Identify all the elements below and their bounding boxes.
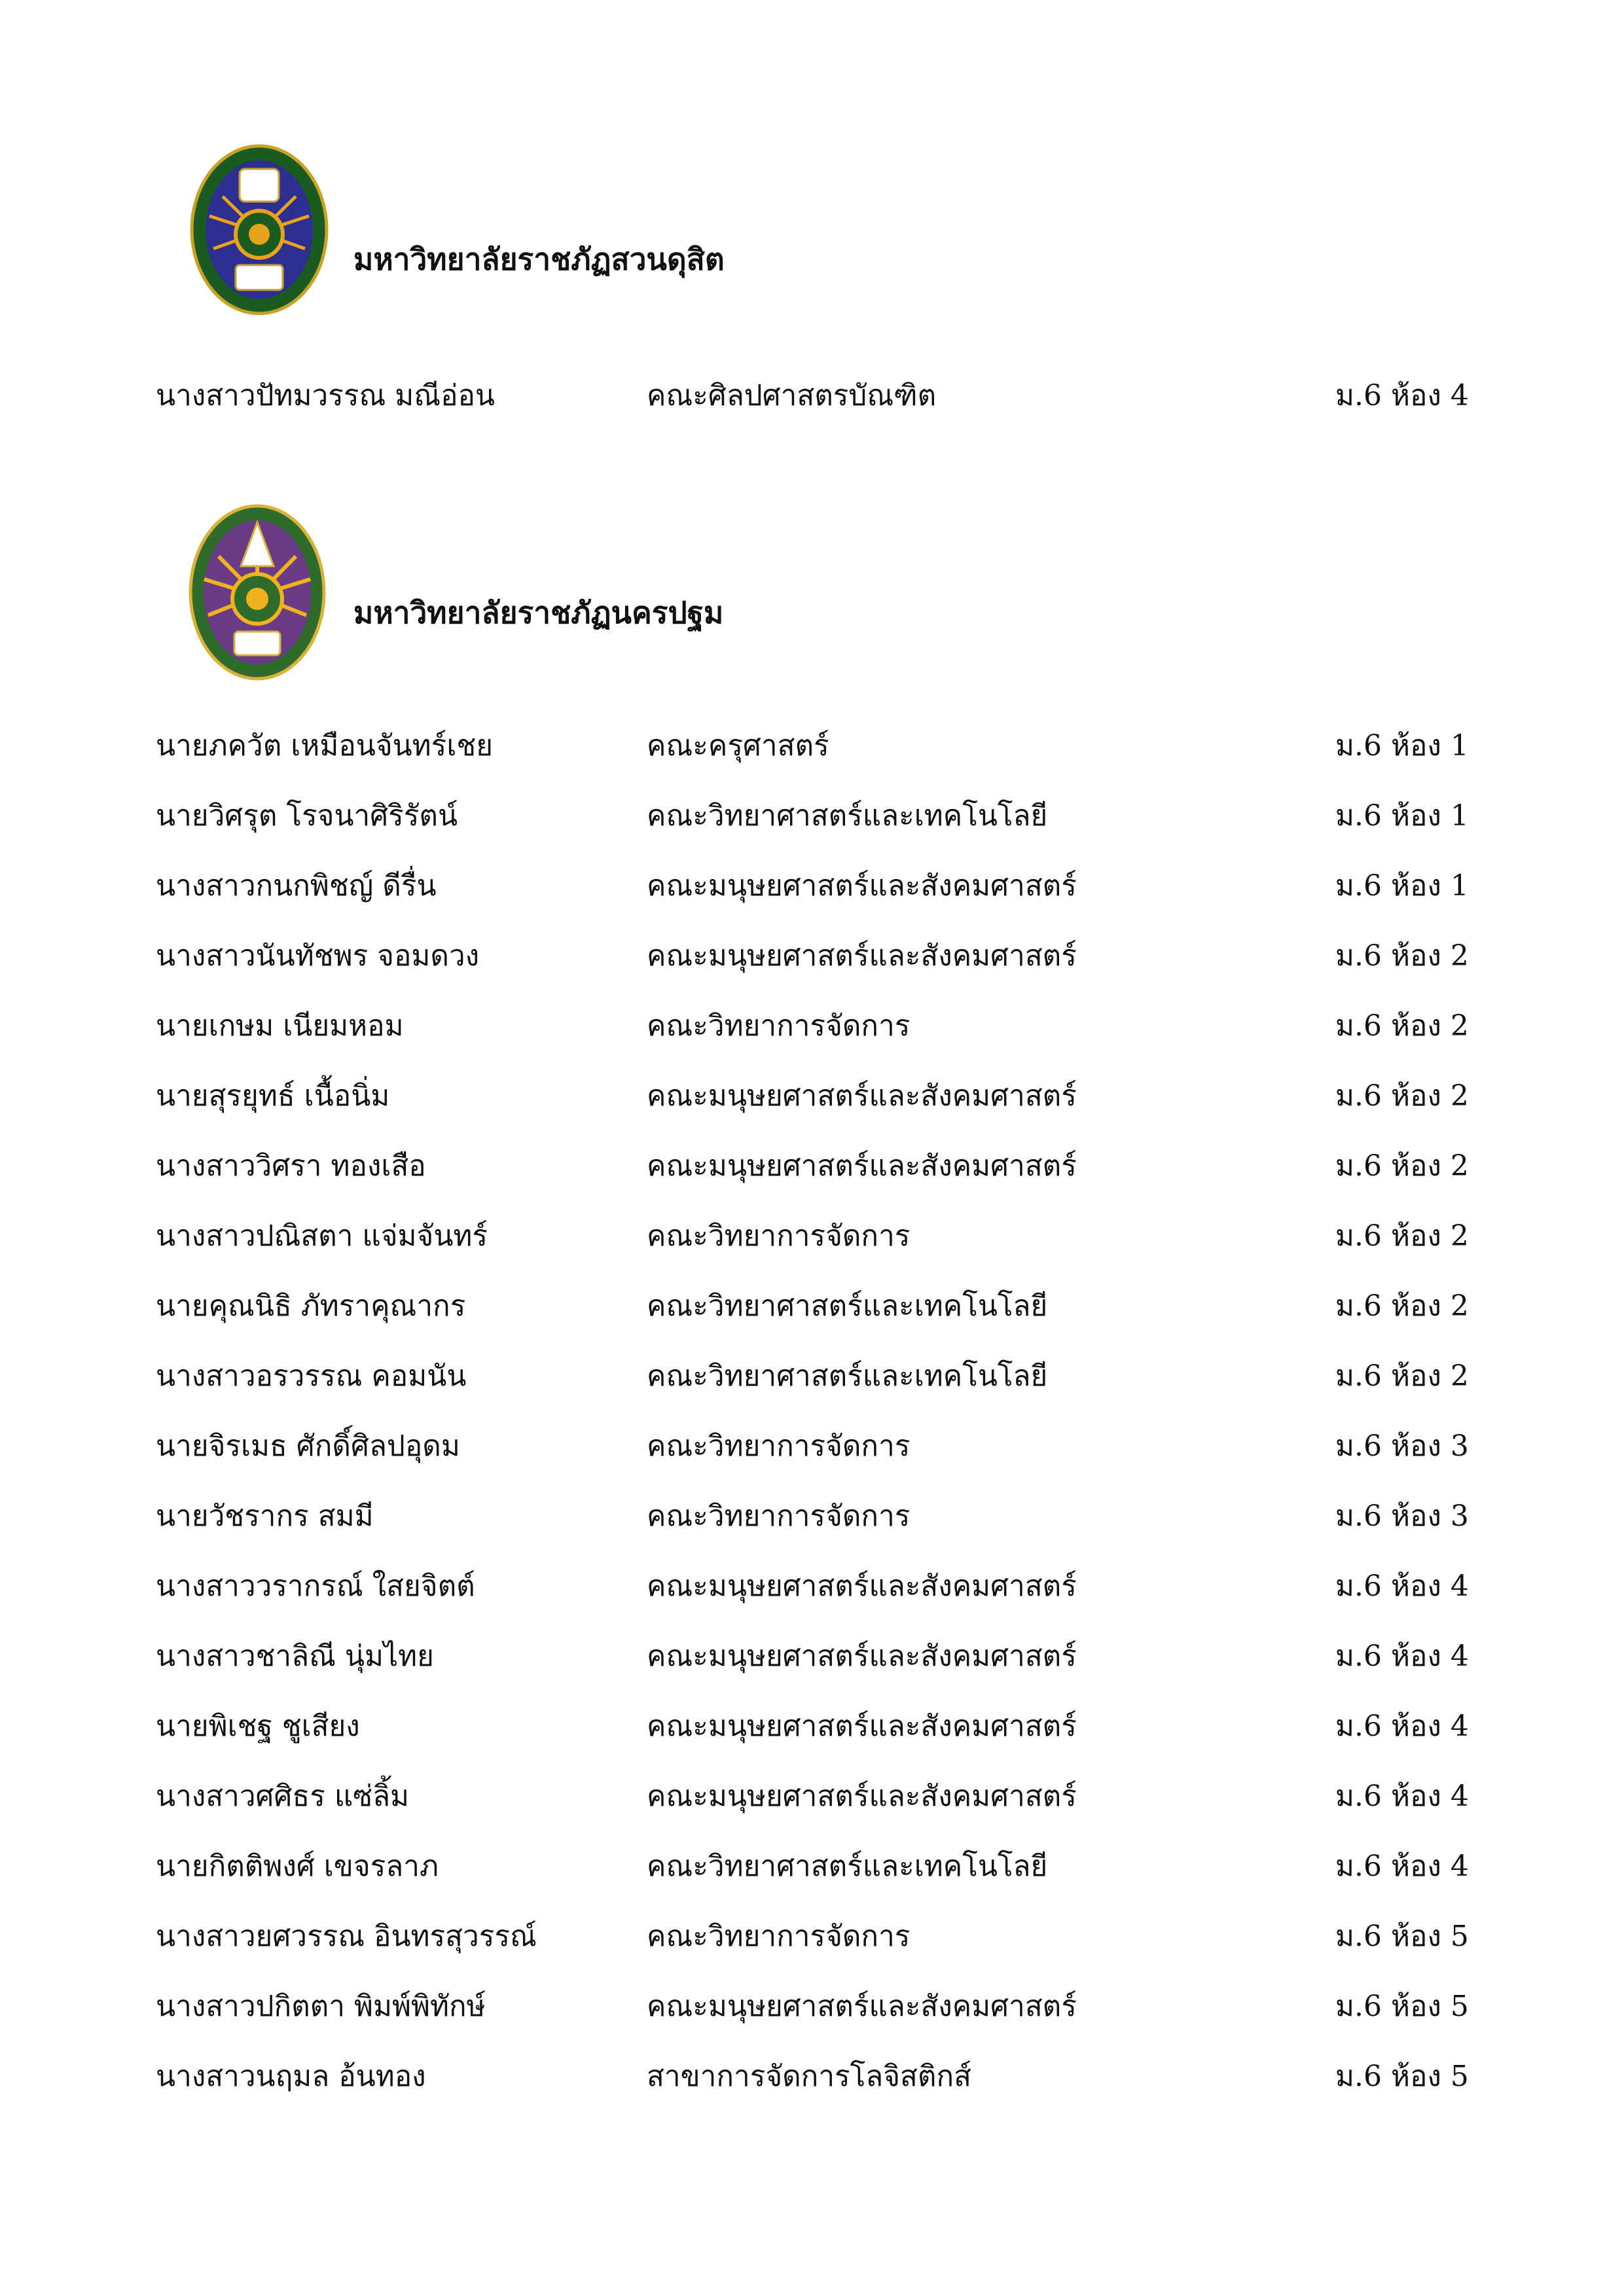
student-row bbox=[0, 937, 1624, 1007]
student-name: นายวิศรุต โรจนาศิริรัตน์ bbox=[156, 799, 458, 833]
faculty-name: คณะศิลปศาสตรบัณฑิต bbox=[647, 379, 937, 412]
suan-dusit-university-seal-icon bbox=[190, 144, 329, 315]
student-row bbox=[0, 1427, 1624, 1497]
student-name: นางสาวปัทมวรรณ มณีอ่อน bbox=[156, 379, 496, 412]
classroom: ม.6 ห้อง 2 bbox=[1335, 1289, 1469, 1323]
student-row bbox=[0, 797, 1624, 867]
faculty-name: คณะมนุษยศาสตร์และสังคมศาสตร์ bbox=[647, 1079, 1077, 1113]
faculty-name: คณะมนุษยศาสตร์และสังคมศาสตร์ bbox=[647, 869, 1077, 903]
student-name: นางสาวศศิธร แซ่ลิ้ม bbox=[156, 1780, 410, 1813]
student-name: นางสาวกนกพิชญ์ ดีรื่น bbox=[156, 869, 437, 903]
nakhon-pathom-university-seal-icon bbox=[189, 504, 326, 681]
student-name: นางสาวนันทัชพร จอมดวง bbox=[156, 939, 480, 973]
student-row bbox=[0, 1987, 1624, 2057]
faculty-name: คณะมนุษยศาสตร์และสังคมศาสตร์ bbox=[647, 1710, 1077, 1743]
classroom: ม.6 ห้อง 2 bbox=[1335, 939, 1469, 973]
classroom: ม.6 ห้อง 5 bbox=[1335, 1990, 1469, 2023]
student-name: นางสาวนฤมล อ้นทอง bbox=[156, 2060, 426, 2093]
student-row bbox=[0, 726, 1624, 797]
faculty-name: คณะวิทยาศาสตร์และเทคโนโลยี bbox=[647, 1850, 1048, 1883]
university-header bbox=[0, 144, 1624, 327]
student-name: นางสาววรากรณ์ ใสยจิตต์ bbox=[156, 1570, 475, 1603]
classroom: ม.6 ห้อง 4 bbox=[1335, 1850, 1469, 1883]
student-row bbox=[0, 1497, 1624, 1567]
classroom: ม.6 ห้อง 4 bbox=[1335, 1640, 1469, 1673]
student-name: นางสาววิศรา ทองเสือ bbox=[156, 1149, 426, 1183]
student-row bbox=[0, 1357, 1624, 1427]
classroom: ม.6 ห้อง 2 bbox=[1335, 1079, 1469, 1113]
classroom: ม.6 ห้อง 4 bbox=[1335, 1710, 1469, 1743]
student-name: นายภควัต เหมือนจันทร์เชย bbox=[156, 729, 494, 762]
classroom: ม.6 ห้อง 2 bbox=[1335, 1149, 1469, 1183]
student-row bbox=[0, 1567, 1624, 1637]
faculty-name: คณะวิทยาศาสตร์และเทคโนโลยี bbox=[647, 1359, 1048, 1393]
classroom: ม.6 ห้อง 1 bbox=[1335, 729, 1469, 762]
faculty-name: คณะวิทยาการจัดการ bbox=[647, 1499, 911, 1533]
classroom: ม.6 ห้อง 2 bbox=[1335, 1009, 1469, 1043]
student-name: นายจิรเมธ ศักดิ์ศิลปอุดม bbox=[156, 1429, 460, 1463]
student-name: นางสาวชาลิณี นุ่มไทย bbox=[156, 1640, 434, 1673]
student-name: นางสาวยศวรรณ อินทรสุวรรณ์ bbox=[156, 1920, 537, 1953]
student-row bbox=[0, 1707, 1624, 1777]
student-row bbox=[0, 376, 1624, 446]
student-name: นางสาวปณิสตา แจ่มจันทร์ bbox=[156, 1219, 488, 1253]
student-row bbox=[0, 1777, 1624, 1847]
student-name: นายสุรยุทธ์ เนื้อนิ่ม bbox=[156, 1079, 390, 1113]
classroom: ม.6 ห้อง 5 bbox=[1335, 1920, 1469, 1953]
university-name: มหาวิทยาลัยราชภัฏนครปฐม bbox=[353, 595, 724, 630]
faculty-name: คณะวิทยาการจัดการ bbox=[647, 1920, 911, 1953]
classroom: ม.6 ห้อง 2 bbox=[1335, 1359, 1469, 1393]
university-header bbox=[0, 504, 1624, 687]
faculty-name: คณะวิทยาการจัดการ bbox=[647, 1219, 911, 1253]
classroom: ม.6 ห้อง 4 bbox=[1335, 1570, 1469, 1603]
faculty-name: คณะมนุษยศาสตร์และสังคมศาสตร์ bbox=[647, 1640, 1077, 1673]
student-name: นางสาวปกิตตา พิมพ์พิทักษ์ bbox=[156, 1990, 486, 2023]
faculty-name: สาขาการจัดการโลจิสติกส์ bbox=[647, 2060, 971, 2093]
classroom: ม.6 ห้อง 3 bbox=[1335, 1429, 1469, 1463]
classroom: ม.6 ห้อง 3 bbox=[1335, 1499, 1469, 1533]
student-name: นายกิตติพงศ์ เขจรลาภ bbox=[156, 1850, 439, 1883]
student-name: นางสาวอรวรรณ คอมนัน bbox=[156, 1359, 467, 1393]
faculty-name: คณะมนุษยศาสตร์และสังคมศาสตร์ bbox=[647, 1149, 1077, 1183]
faculty-name: คณะมนุษยศาสตร์และสังคมศาสตร์ bbox=[647, 1570, 1077, 1603]
student-row bbox=[0, 1637, 1624, 1707]
classroom: ม.6 ห้อง 1 bbox=[1335, 799, 1469, 833]
faculty-name: คณะวิทยาศาสตร์และเทคโนโลยี bbox=[647, 799, 1048, 833]
student-row bbox=[0, 867, 1624, 937]
faculty-name: คณะวิทยาศาสตร์และเทคโนโลยี bbox=[647, 1289, 1048, 1323]
faculty-name: คณะมนุษยศาสตร์และสังคมศาสตร์ bbox=[647, 1990, 1077, 2023]
student-row bbox=[0, 1847, 1624, 1917]
classroom: ม.6 ห้อง 1 bbox=[1335, 869, 1469, 903]
student-name: นายเกษม เนียมหอม bbox=[156, 1009, 404, 1043]
faculty-name: คณะมนุษยศาสตร์และสังคมศาสตร์ bbox=[647, 939, 1077, 973]
faculty-name: คณะวิทยาการจัดการ bbox=[647, 1009, 911, 1043]
student-row bbox=[0, 1077, 1624, 1147]
student-row bbox=[0, 1917, 1624, 1987]
faculty-name: คณะครุศาสตร์ bbox=[647, 729, 829, 762]
student-row bbox=[0, 1147, 1624, 1217]
student-row bbox=[0, 2057, 1624, 2127]
student-list bbox=[0, 376, 1624, 446]
classroom: ม.6 ห้อง 5 bbox=[1335, 2060, 1469, 2093]
faculty-name: คณะวิทยาการจัดการ bbox=[647, 1429, 911, 1463]
student-name: นายพิเชฐ ชูเสียง bbox=[156, 1710, 360, 1743]
student-name: นายคุณนิธิ ภัทราคุณากร bbox=[156, 1289, 466, 1323]
student-name: นายวัชรากร สมมี bbox=[156, 1499, 374, 1533]
university-name: มหาวิทยาลัยราชภัฏสวนดุสิต bbox=[353, 242, 725, 277]
classroom: ม.6 ห้อง 4 bbox=[1335, 1780, 1469, 1813]
student-row bbox=[0, 1217, 1624, 1287]
faculty-name: คณะมนุษยศาสตร์และสังคมศาสตร์ bbox=[647, 1780, 1077, 1813]
classroom: ม.6 ห้อง 4 bbox=[1335, 379, 1469, 412]
classroom: ม.6 ห้อง 2 bbox=[1335, 1219, 1469, 1253]
student-list bbox=[0, 726, 1624, 2127]
student-row bbox=[0, 1287, 1624, 1357]
student-row bbox=[0, 1007, 1624, 1077]
